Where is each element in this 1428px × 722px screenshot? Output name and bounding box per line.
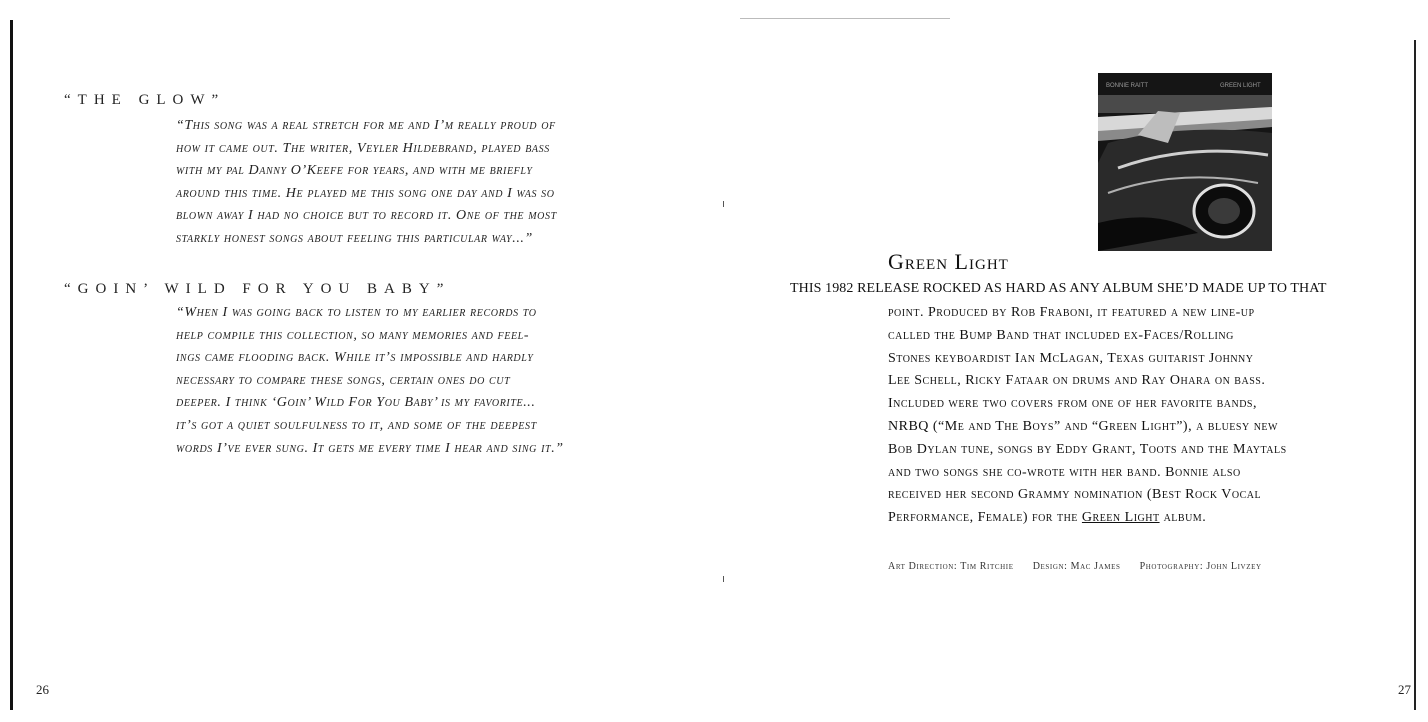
body-text: album.	[1159, 510, 1207, 526]
body-line: point. Produced by Rob Fraboni, it featured a new line-up	[888, 305, 1255, 320]
credits-line	[888, 561, 1278, 572]
center-mark	[723, 201, 724, 207]
album-cover-text-left: BONNIE RAITT	[1106, 83, 1149, 89]
album-lead-line: THIS 1982 RELEASE ROCKED AS HARD AS ANY ALBUM SHE’D MADE UP TO THAT	[790, 281, 1327, 296]
body-text: Performance, Female) for the	[888, 510, 1082, 526]
quote-line: how it came out. The writer, Veyler Hildebrand, played bass	[176, 140, 550, 156]
quote-line: help compile this collection, so many memories and feel-	[176, 327, 530, 343]
body-line-last	[888, 510, 1206, 525]
quote-line: it’s got a quiet soulfulness to it, and some of the deepest	[176, 417, 537, 433]
quote-line: with my pal Danny O’Keefe for years, and with me briefly	[176, 163, 533, 179]
center-mark	[723, 576, 724, 582]
body-line: Stones keyboardist Ian McLagan, Texas guitarist Johnny	[888, 350, 1254, 366]
quote-line: “This song was a real stretch for me and I’m really proud of	[176, 118, 556, 133]
page-number-right: 27	[1398, 682, 1411, 697]
quote-line: ings came flooding back. While it’s impossible and hardly	[176, 350, 534, 366]
page-number-left: 26	[36, 682, 49, 697]
body-line: Bob Dylan tune, songs by Eddy Grant, Toots and the Maytals	[888, 441, 1287, 457]
quote-line: “When I was going back to listen to my earlier records to	[176, 305, 537, 320]
quote-line: words I’ve ever sung. It gets me every time I hear and sing it.”	[176, 440, 564, 456]
quote-line: blown away I had no choice but to record it. One of the most	[176, 208, 557, 224]
body-line: and two songs she co-wrote with her band. Bonnie also	[888, 464, 1241, 480]
body-line: Lee Schell, Ricky Fataar on drums and Ray Ohara on bass.	[888, 373, 1266, 389]
album-title: Green Light	[888, 249, 1009, 274]
quote-line: starkly honest songs about feeling this particular way...”	[176, 230, 533, 246]
top-rule	[740, 18, 950, 19]
credit-design: Design: Mac James	[1032, 561, 1121, 572]
body-line: received her second Grammy nomination (Best Rock Vocal	[888, 487, 1262, 503]
album-cover-image	[1098, 73, 1272, 251]
quote-line: necessary to compare these songs, certain ones do cut	[176, 372, 511, 388]
song-title-the-glow: “THE GLOW”	[64, 92, 226, 108]
quote-line: deeper. I think ‘Goin’ Wild For You Baby’ is my favorite...	[176, 395, 536, 411]
song-title-goin-wild: “GOIN’ WILD FOR YOU BABY”	[64, 281, 451, 297]
album-description	[888, 302, 1328, 530]
quote-the-glow	[176, 115, 646, 251]
credit-photography: Photography: John Livzey	[1139, 561, 1262, 572]
album-name-underlined: Green Light	[1081, 510, 1160, 526]
page-spine-right	[1414, 40, 1416, 710]
page-spine-left	[10, 20, 13, 710]
body-line: NRBQ (“Me and The Boys” and “Green Light”), a bluesy new	[888, 418, 1278, 434]
body-line: called the Bump Band that included ex-Faces/Rolling	[888, 327, 1234, 343]
body-line: Included were two covers from one of her favorite bands,	[888, 396, 1257, 412]
credit-art-direction: Art Direction: Tim Ritchie	[888, 561, 1014, 572]
album-cover-text-right: GREEN LIGHT	[1220, 83, 1261, 89]
quote-line: around this time. He played me this song one day and I was so	[176, 185, 555, 201]
quote-goin-wild	[176, 302, 646, 460]
